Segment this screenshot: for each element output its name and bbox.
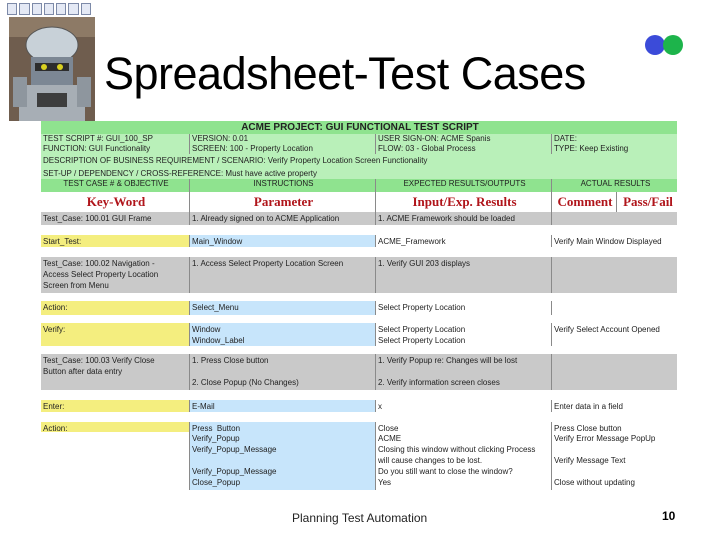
keyword-cell: Verify: — [41, 323, 190, 346]
keyword-cell: Start_Test: — [41, 235, 190, 247]
spreadsheet — [41, 121, 677, 490]
table-row — [41, 400, 677, 412]
parameter-cell: Press_Button — [190, 422, 376, 432]
expected-cell: 1. ACME Framework should be loaded — [376, 212, 552, 225]
parameter-cell: Main_Window — [190, 235, 376, 247]
sheet-title-row — [41, 121, 677, 134]
setup-row — [41, 167, 677, 179]
expected-cell: 1. Verify Popup re: Changes will be lost 2. Verify information screen closes — [376, 354, 552, 390]
comment-cell — [552, 257, 677, 293]
table-row — [41, 422, 677, 432]
setup-cell: SET-UP / DEPENDENCY / CROSS-REFERENCE: Must have active property — [41, 167, 677, 179]
spacer-row — [41, 247, 677, 257]
keyword-cell: Action: — [41, 301, 190, 315]
deco-box — [56, 3, 66, 15]
slide-footer: Planning Test Automation — [292, 511, 428, 525]
parameter-cell: E-Mail — [190, 400, 376, 412]
slide-title: Spreadsheet-Test Cases — [104, 48, 586, 99]
expected-cell: Close — [376, 422, 552, 432]
keyword-cell: Enter: — [41, 400, 190, 412]
table-row — [41, 301, 677, 315]
keyword-cell: Test_Case: 100.02 Navigation - Access Select Property Location Screen from Menu — [41, 257, 190, 293]
accent-dots — [645, 35, 689, 55]
keyword-cell — [41, 432, 190, 490]
table-row — [41, 323, 677, 346]
version-cell: VERSION: 0.01 — [190, 134, 376, 144]
comment-cell: Verify Main Window Displayed — [552, 235, 677, 247]
spacer-row — [41, 412, 677, 422]
sheet-title: ACME PROJECT: GUI FUNCTIONAL TEST SCRIPT — [41, 121, 677, 134]
table-row — [41, 212, 677, 225]
keyword-cell: Action: — [41, 422, 190, 432]
column-label: Parameter — [190, 192, 376, 212]
column-label: Comment — [552, 192, 617, 212]
parameter-cell: Select_Menu — [190, 301, 376, 315]
deco-box — [44, 3, 54, 15]
column-label: Key-Word — [41, 192, 190, 212]
header-cell: INSTRUCTIONS — [190, 179, 376, 192]
spacer-row — [41, 346, 677, 354]
comment-cell — [552, 354, 677, 390]
type-cell: TYPE: Keep Existing — [552, 144, 677, 154]
comment-cell — [552, 212, 677, 225]
comment-cell: Press Close button — [552, 422, 677, 432]
table-row — [41, 257, 677, 293]
blue-dot — [645, 35, 665, 55]
comment-cell: Verify Error Message PopUp Verify Message Text Close without updating — [552, 432, 677, 490]
comment-cell: Verify Select Account Opened — [552, 323, 677, 346]
column-label: Pass/Fail — [617, 192, 677, 212]
comment-cell: Enter data in a field — [552, 400, 677, 412]
info-row-2 — [41, 144, 677, 154]
deco-box — [32, 3, 42, 15]
column-label-row — [41, 192, 677, 212]
description-cell: DESCRIPTION OF BUSINESS REQUIREMENT / SCENARIO: Verify Property Location Screen Functionality — [41, 154, 677, 167]
deco-box — [81, 3, 91, 15]
keyword-cell: Test_Case: 100.03 Verify Close Button after data entry — [41, 354, 190, 390]
spacer-row — [41, 315, 677, 323]
parameter-cell: 1. Access Select Property Location Screen — [190, 257, 376, 293]
spacer-row — [41, 390, 677, 400]
page-number: 10 — [662, 509, 676, 523]
deco-box — [19, 3, 29, 15]
expected-cell: ACME_Framework — [376, 235, 552, 247]
test-script-cell: TEST SCRIPT #: GUI_100_SP — [41, 134, 190, 144]
parameter-cell: Window Window_Label — [190, 323, 376, 346]
spacer-row — [41, 293, 677, 301]
deco-box — [7, 3, 17, 15]
header-cell: EXPECTED RESULTS/OUTPUTS — [376, 179, 552, 192]
expected-cell: x — [376, 400, 552, 412]
expected-cell: Select Property Location — [376, 301, 552, 315]
header-cell: ACTUAL RESULTS — [552, 179, 677, 192]
keyword-cell: Test_Case: 100.01 GUI Frame — [41, 212, 190, 225]
expected-cell: Select Property Location Select Property Location — [376, 323, 552, 346]
checkbox-decoration — [7, 3, 91, 15]
table-row — [41, 354, 677, 390]
screen-cell: SCREEN: 100 - Property Location — [190, 144, 376, 154]
user-signon-cell: USER SIGN-ON: ACME Spanis — [376, 134, 552, 144]
date-cell: DATE: — [552, 134, 677, 144]
deco-box — [68, 3, 78, 15]
header-cell: TEST CASE # & OBJECTIVE — [41, 179, 190, 192]
parameter-cell: 1. Already signed on to ACME Application — [190, 212, 376, 225]
spacer-row — [41, 225, 677, 235]
comment-cell — [552, 301, 677, 315]
flow-cell: FLOW: 03 - Global Process — [376, 144, 552, 154]
function-cell: FUNCTION: GUI Functionality — [41, 144, 190, 154]
table-row — [41, 432, 677, 490]
expected-cell: ACME Closing this window without clicking Process will cause changes to be lost. Do you still want to close the window? Yes — [376, 432, 552, 490]
column-label: Input/Exp. Results — [376, 192, 552, 212]
table-row — [41, 235, 677, 247]
description-row — [41, 154, 677, 167]
parameter-cell: Verify_Popup Verify_Popup_Message Verify_Popup_Message Close_Popup — [190, 432, 376, 490]
header-row — [41, 179, 677, 192]
green-dot — [663, 35, 683, 55]
info-row-1 — [41, 134, 677, 144]
parameter-cell: 1. Press Close button 2. Close Popup (No Changes) — [190, 354, 376, 390]
robot-image — [9, 17, 95, 121]
expected-cell: 1. Verify GUI 203 displays — [376, 257, 552, 293]
